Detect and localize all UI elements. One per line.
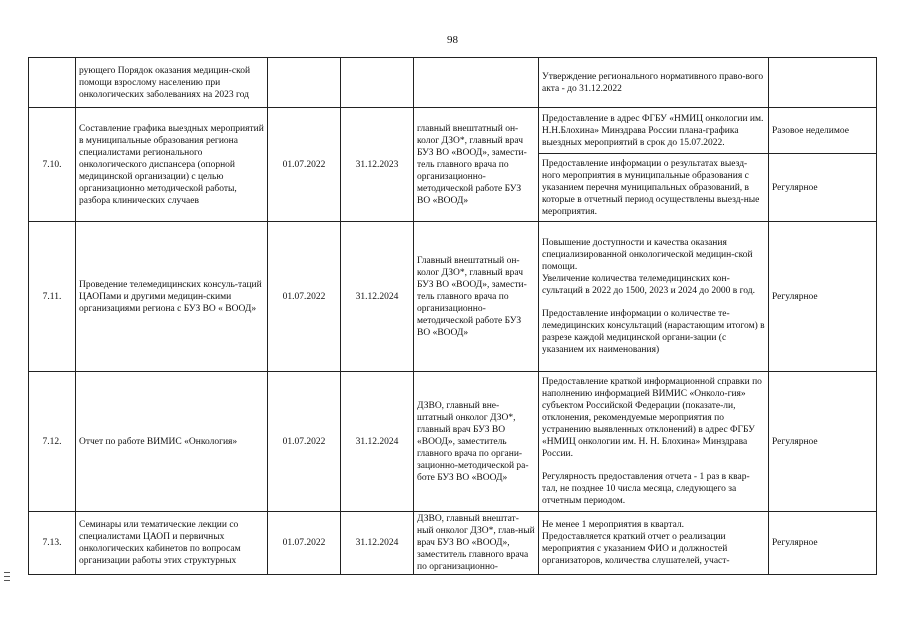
event-cell: Отчет по работе ВИМИС «Онкология» [76,372,268,512]
result-line: Предоставление краткой информационной справки по наполнению информацией ВИМИС «Онколо-гия» субъектом Российской Федерации (показате-ли, отклонения, рекомендуемые мероприятия по устранению выявленных отклонений) в адрес ФГБУ «НМИЦ онкологии им. Н. Н. Блохина» Минздрава России. [542,377,762,459]
event-cell: Семинары или тематические лекции со специалистами ЦАОП и первичных онкологических кабинетов по вопросам организации работы этих структурных [76,512,268,575]
responsible-cell: главный внештатный он-колог ДЗО*, главный врач БУЗ ВО «ВООД», замести-тель главного врача по организационно-методической работе БУЗ ВО «ВООД» [414,108,539,222]
start-date-cell: 01.07.2022 [268,372,341,512]
result-cell: Предоставление в адрес ФГБУ «НМИЦ онкологии им. Н.Н.Блохина» Минздрава России плана-графика выездных мероприятий в срок до 15.07.2022. [539,108,769,154]
responsible-cell [414,58,539,108]
result-line: Предоставление информации о количестве те-лемедицинских консультаций (нарастающим итогом) в разрезе каждой медицинской органи-зации (с указанием их наименования) [542,309,765,355]
scan-margin-mark [4,572,10,573]
type-cell [769,58,877,108]
table-row [29,222,877,372]
result-line: Не менее 1 мероприятия в квартал. [542,520,685,530]
table-row [29,58,877,108]
result-cell [539,512,769,575]
result-cell: Утверждение регионального нормативного право-вого акта - до 31.12.2022 [539,58,769,108]
result-line: Регулярность предоставления отчета - 1 раз в квар-тал, не позднее 10 числа месяца, следующего за отчетным периодом. [542,472,750,506]
result-line: Предоставляется краткий отчет о реализации мероприятия с указанием ФИО и должностей организаторов, количества слушателей, участ- [542,532,730,566]
start-date-cell [268,58,341,108]
result-line: Повышение доступности и качества оказания специализированной онкологической медицин-ской помощи. [542,238,753,272]
scan-margin-mark [4,580,10,581]
table-row [29,372,877,512]
type-cell: Регулярное [769,222,877,372]
event-cell: Проведение телемедицинских консуль-таций ЦАОПами и другими медицин-скими организациями региона с БУЗ ВО « ВООД» [76,222,268,372]
event-cell: рующего Порядок оказания медицин-ской помощи взрослому населению при онкологических заболеваниях на 2023 год [76,58,268,108]
start-date-cell: 01.07.2022 [268,512,341,575]
type-cell: Регулярное [769,372,877,512]
row-number: 7.12. [29,372,76,512]
table-row [29,512,877,575]
row-number [29,58,76,108]
type-cell: Регулярное [769,512,877,575]
start-date-cell: 01.07.2022 [268,222,341,372]
end-date-cell [341,58,414,108]
end-date-cell: 31.12.2024 [341,222,414,372]
table-row [29,108,877,154]
row-number: 7.11. [29,222,76,372]
result-cell: Предоставление информации о результатах выезд-ного мероприятия в муниципальные образования с указанием перечня муниципальных образований, в которые в отчетный период осуществлены выезд-ные мероприятия. [539,154,769,222]
row-number: 7.13. [29,512,76,575]
action-plan-table [28,57,877,575]
result-cell [539,372,769,512]
end-date-cell: 31.12.2023 [341,108,414,222]
responsible-cell: ДЗВО, главный вне-штатный онколог ДЗО*, главный врач БУЗ ВО «ВООД», заместитель главного врача по органи-зационно-методической ра-боте БУЗ ВО «ВООД» [414,372,539,512]
end-date-cell: 31.12.2024 [341,512,414,575]
result-cell [539,222,769,372]
end-date-cell: 31.12.2024 [341,372,414,512]
page-number: 98 [447,34,458,46]
event-cell: Составление графика выездных мероприятий в муниципальные образования региона специалистами регионального онкологического диспансера (опорной медицинской организации) с целью организационно методической работы, разбора клинических случаев [76,108,268,222]
type-cell: Разовое неделимое [769,108,877,154]
result-line: Увеличение количества телемедицинских кон-сультаций в 2022 до 1500, 2023 и 2024 до 2000 в год. [542,274,755,296]
responsible-cell: ДЗВО, главный внештат-ный онколог ДЗО*, глав-ный врач БУЗ ВО «ВООД», заместитель главного врача по организационно- [414,512,539,575]
row-number: 7.10. [29,108,76,222]
type-cell: Регулярное [769,154,877,222]
start-date-cell: 01.07.2022 [268,108,341,222]
responsible-cell: Главный внештатный он-колог ДЗО*, главный врач БУЗ ВО «ВООД», замести-тель главного врача по организационно-методической работе БУЗ ВО «ВООД» [414,222,539,372]
scan-margin-mark [4,576,10,577]
